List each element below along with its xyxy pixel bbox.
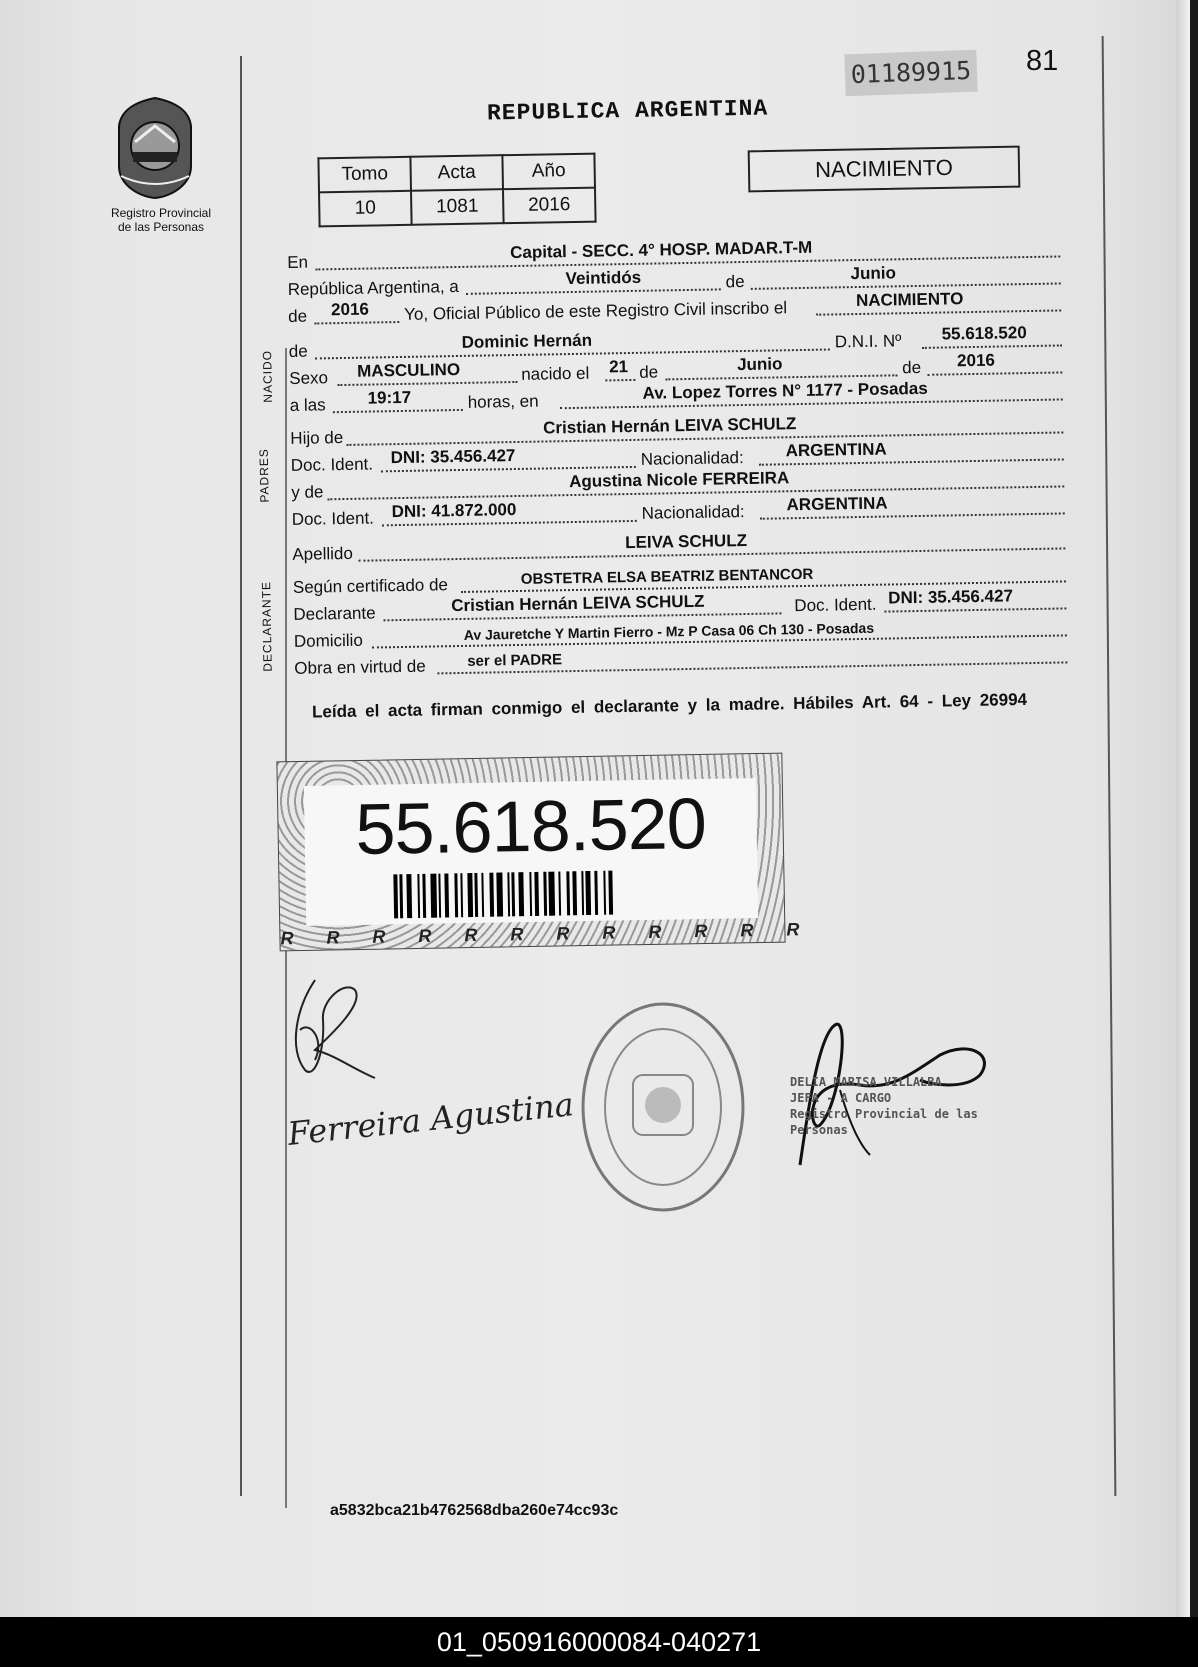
sticker-label — [304, 778, 758, 926]
value-child-dni: 55.618.520 — [941, 323, 1027, 344]
misiones-crest-icon — [113, 96, 197, 200]
registry-line-1: Registro Provincial — [110, 206, 212, 220]
barcode-bar — [496, 873, 503, 917]
barcode-bar — [467, 873, 473, 917]
stamp-line-1: DELIA MARISA VILLALBA — [790, 1075, 942, 1089]
barcode-bar — [406, 874, 412, 918]
barcode-bar — [572, 871, 577, 915]
label-declarante: Declarante — [293, 603, 376, 624]
file-id-footer: 01_050916000084-040271 — [0, 1617, 1198, 1667]
value-certificado: OBSTETRA ELSA BEATRIZ BENTANCOR — [520, 565, 814, 588]
label-de-2: de — [288, 306, 308, 326]
stamp-line-2: JEFA - A CARGO — [790, 1091, 892, 1105]
mother-signature-icon — [285, 1085, 576, 1165]
table-header-row — [318, 154, 595, 193]
label-nacionalidad: Nacionalidad: — [641, 502, 745, 523]
serial-number: 01189915 — [844, 50, 977, 97]
dotted-line — [466, 288, 721, 294]
value-year: 2016 — [330, 299, 370, 320]
dni-sticker — [276, 753, 814, 952]
value-mother-doc: DNI: 41.872.000 — [391, 500, 517, 522]
barcode-bar — [608, 871, 613, 915]
label-nacionalidad: Nacionalidad: — [640, 448, 744, 469]
sticker-dni-number: 55.618.520 — [354, 783, 707, 871]
barcode-bar — [489, 873, 494, 917]
value-mother-nationality: ARGENTINA — [786, 493, 888, 515]
barcode-bar — [460, 873, 463, 917]
barcode-bar — [422, 874, 426, 918]
label-republica: República Argentina, a — [287, 276, 459, 299]
barcode-bar — [430, 874, 437, 918]
label-domicilio: Domicilio — [293, 630, 363, 651]
label-de: de — [902, 357, 922, 378]
value-place: Capital - SECC. 4° HOSP. MADAR.T-M — [509, 237, 813, 263]
barcode-bar — [594, 871, 598, 915]
label-dni: D.N.I. Nº — [834, 331, 902, 352]
registry-line-2: de las Personas — [117, 220, 205, 234]
value-mother-name: Agustina Nicole FERREIRA — [568, 468, 790, 492]
barcode-bar — [529, 872, 532, 916]
country-title: REPUBLICA ARGENTINA — [486, 95, 769, 127]
section-nacido — [260, 323, 1078, 418]
value-tomo: 10 — [319, 191, 412, 227]
registry-seal-icon — [578, 1000, 748, 1214]
header-ano: Año — [502, 154, 595, 190]
section-label-padres: PADRES — [256, 448, 272, 503]
header-tomo: Tomo — [318, 157, 411, 193]
barcode-bar — [585, 871, 591, 915]
dotted-line — [922, 344, 1062, 348]
value-ano: 2016 — [503, 188, 596, 224]
dotted-line — [816, 309, 1061, 315]
value-day-words: Veintidós — [565, 267, 642, 289]
tomo-acta-ano-table — [317, 153, 596, 228]
dotted-line — [314, 321, 399, 324]
document-hash: a5832bca21b4762568dba260e74cc93c — [330, 1502, 619, 1519]
value-obra: ser el PADRE — [467, 651, 563, 670]
label-doc-ident: Doc. Ident. — [291, 508, 375, 529]
label-obra: Obra en virtud de — [294, 656, 426, 678]
barcode-bar — [444, 873, 449, 917]
barcode-bar — [548, 872, 555, 916]
value-sexo: MASCULINO — [356, 359, 461, 381]
right-margin-line — [1102, 36, 1117, 1496]
label-apellido: Apellido — [292, 543, 354, 564]
value-birth-place: Av. Lopez Torres N° 1177 - Posadas — [642, 378, 928, 403]
dotted-line — [884, 607, 1066, 612]
declarante-signature-icon — [285, 970, 385, 1090]
barcode-bar — [454, 873, 458, 917]
stamp-line-3: Registro Provincial de las Personas — [790, 1107, 978, 1137]
barcode-bar — [558, 871, 561, 915]
page-edge — [1176, 0, 1190, 1617]
label-en: En — [287, 252, 309, 272]
barcode-icon — [393, 869, 684, 918]
label-doc-ident: Doc. Ident. — [794, 594, 877, 616]
value-acta: 1081 — [411, 189, 504, 225]
official-stamp — [790, 1074, 1030, 1138]
label-hijo-de: Hijo de — [290, 428, 344, 448]
header-acta: Acta — [410, 155, 503, 191]
dotted-line — [333, 409, 463, 413]
barcode-bar — [507, 872, 510, 916]
value-father-doc: DNI: 35.456.427 — [390, 446, 516, 468]
table-value-row — [319, 188, 596, 227]
section-label-nacido: NACIDO — [260, 349, 276, 403]
value-declarante-doc: DNI: 35.456.427 — [888, 586, 1014, 608]
value-declarante-name: Cristian Hernán LEIVA SCHULZ — [451, 591, 705, 616]
section-padres — [256, 410, 1080, 532]
value-birth-year: 2016 — [956, 350, 996, 371]
label-a-las: a las — [289, 395, 326, 415]
barcode-bar — [481, 873, 484, 917]
barcode-bar — [417, 874, 420, 918]
page-number: 81 — [1026, 45, 1059, 77]
barcode-bar — [543, 872, 547, 916]
left-margin-line — [240, 56, 242, 1496]
label-de: de — [288, 341, 308, 361]
barcode-bar — [474, 873, 478, 917]
label-doc-ident: Doc. Ident. — [290, 454, 374, 475]
dotted-line — [605, 379, 635, 382]
value-domicilio: Av Jauretche Y Martin Fierro - Mz P Casa 06 Ch 130 - Posadas — [463, 619, 875, 643]
sticker-pattern: R R R R R R R R R R R R — [280, 919, 814, 949]
closing-statement: Leída el acta firman conmigo el declarante y la madre. Hábiles Art. 64 - Ley 26994 — [311, 689, 1028, 722]
mother-handwriting: Ferreira Agustina — [285, 1085, 576, 1153]
dotted-line — [337, 381, 517, 386]
value-birth-month: Junio — [736, 354, 783, 375]
label-horas-en: horas, en — [467, 391, 539, 412]
barcode-bar — [603, 871, 606, 915]
value-father-nationality: ARGENTINA — [785, 439, 887, 461]
barcode-bar — [534, 872, 539, 916]
label-sexo: Sexo — [289, 368, 329, 388]
value-apellido: LEIVA SCHULZ — [625, 530, 748, 553]
barcode-bar — [438, 874, 441, 918]
label-certificado: Según certificado de — [292, 575, 449, 597]
section-declarante — [259, 559, 1083, 681]
act-type-box: NACIMIENTO — [748, 146, 1021, 193]
registry-caption — [95, 206, 227, 234]
label-nacido-el: nacido el — [521, 363, 590, 384]
barcode-bar — [581, 871, 584, 915]
label-de: de — [725, 271, 745, 292]
value-father-name: Cristian Hernán LEIVA SCHULZ — [543, 414, 797, 438]
value-birth-day: 21 — [608, 357, 629, 377]
barcode-bar — [566, 871, 570, 915]
dotted-line — [927, 371, 1062, 375]
value-birth-time: 19:17 — [367, 387, 412, 408]
barcode-bar — [393, 874, 398, 918]
barcode-bar — [518, 872, 524, 916]
label-yo: Yo, Oficial Público de este Registro Civil inscribo el — [404, 298, 788, 324]
value-inscribo: NACIMIENTO — [855, 289, 964, 311]
label-y-de: y de — [291, 482, 324, 502]
label-de: de — [639, 362, 659, 382]
value-child-name: Dominic Hernán — [461, 330, 593, 352]
barcode-bar — [399, 874, 403, 918]
section-label-declarante: DECLARANTE — [259, 580, 275, 672]
barcode-bar — [511, 872, 515, 916]
birth-record-form — [256, 234, 1082, 681]
value-month: Junio — [850, 263, 897, 284]
